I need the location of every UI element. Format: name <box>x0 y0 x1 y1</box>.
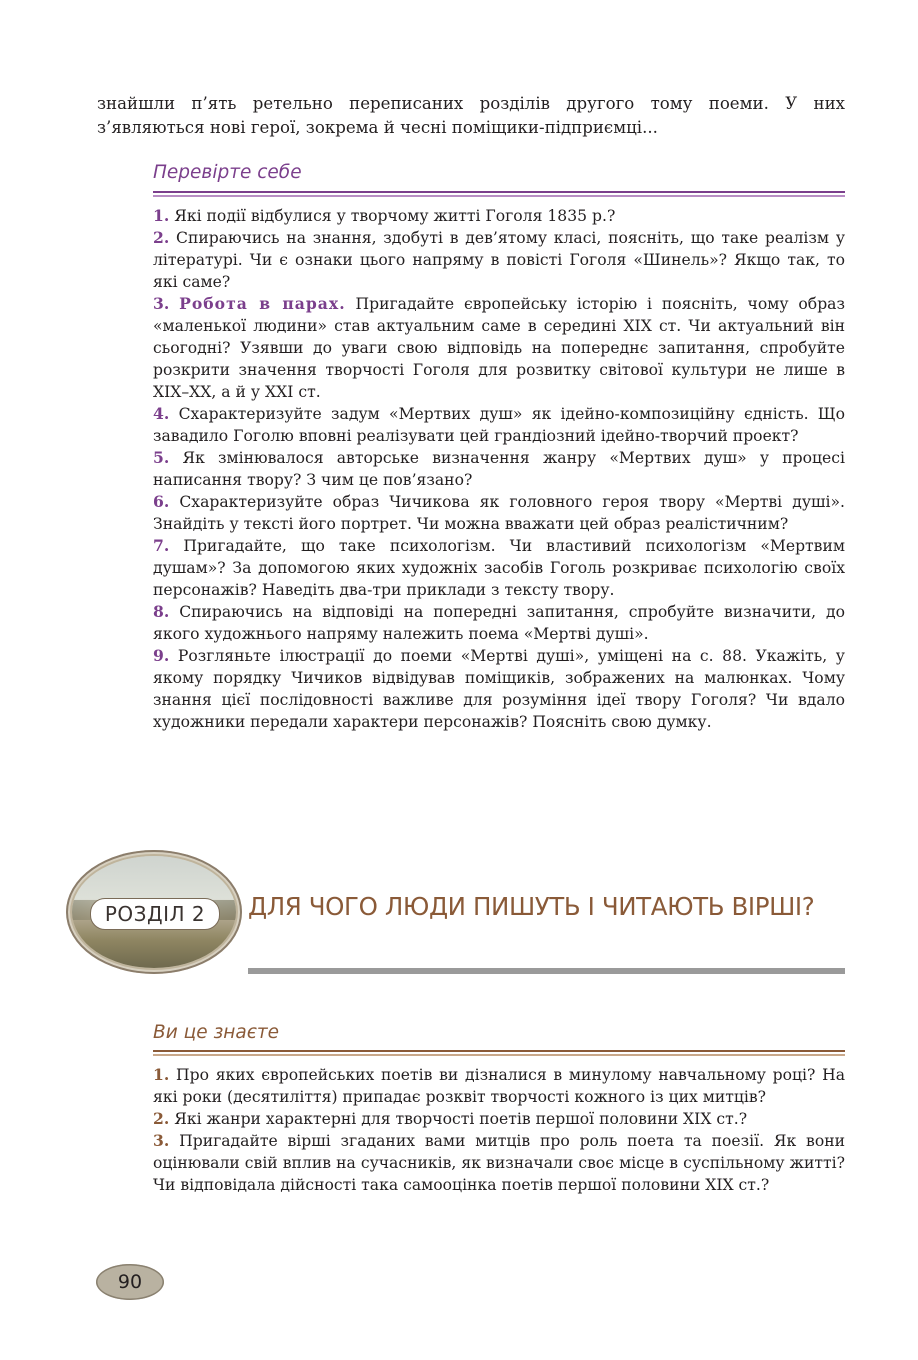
chapter-title: ДЛЯ ЧОГО ЛЮДИ ПИШУТЬ І ЧИТАЮТЬ ВІРШІ? <box>248 892 815 921</box>
list-item: 5. Як змінювалося авторське визначення жанру «Мертвих душ» у процесі написання твору? З чим це пов’язано? <box>153 448 845 489</box>
page-number: 90 <box>96 1264 164 1300</box>
you-know-heading: Ви це знаєте <box>153 1022 280 1043</box>
list-item: 8. Спираючись на відповіді на попередні запитання, спробуйте визначити, до якого художнього напряму належить поема «Мертві душі». <box>153 602 845 643</box>
chapter-emblem <box>66 850 242 974</box>
you-know-rule <box>153 1050 845 1056</box>
list-item: 7. Пригадайте, що таке психологізм. Чи властивий психологізм «Мертвим душам»? За допомогою яких художніх засобів Гоголь розкриває психологію своїх персонажів? Наведіть два-три приклади з тексту твору. <box>153 536 845 599</box>
check-yourself-list <box>153 205 845 733</box>
check-yourself-heading: Перевірте себе <box>153 162 302 183</box>
chapter-divider-bar <box>248 968 845 974</box>
list-item: 2. Які жанри характерні для творчості поетів першої половини ХІХ ст.? <box>153 1109 748 1128</box>
list-item: 3. Робота в парах. Пригадайте європейську історію і поясніть, чому образ «маленької людини» став актуальним саме в середині ХІХ ст. Чи актуальний він сьогодні? Узявши до уваги свою відповідь на попереднє запитання, спробуйте розкрити значення творчості Гоголя для розвитку світової культури не лише в ХІХ–ХХ, а й у ХХІ ст. <box>153 294 845 401</box>
intro-text: знайшли п’ять ретельно переписаних розділів другого тому поеми. У них з’являються нові герої, зокрема й чесні поміщики-підприємці... <box>97 94 845 137</box>
list-item: 4. Схарактеризуйте задум «Мертвих душ» як ідейно-композиційну єдність. Що завадило Гоголю вповні реалізувати цей грандіозний ідейно-творчий проект? <box>153 404 845 445</box>
chapter-label: РОЗДІЛ 2 <box>90 898 220 930</box>
list-item: 6. Схарактеризуйте образ Чичикова як головного героя твору «Мертві душі». Знайдіть у тексті його портрет. Чи можна вважати цей образ реалістичним? <box>153 492 845 533</box>
list-item: 1. Про яких європейських поетів ви дізналися в минулому навчальному році? На які роки (десятиліття) припадає розквіт творчості кожного із цих митців? <box>153 1065 845 1106</box>
list-item: 2. Спираючись на знання, здобуті в дев’ятому класі, поясніть, що таке реалізм у літературі. Чи є ознаки цього напряму в повісті Гоголя «Шинель»? Якщо так, то які саме? <box>153 228 845 291</box>
pair-work-label: Робота в парах. <box>179 294 346 313</box>
list-item: 3. Пригадайте вірші згаданих вами митців про роль поета та поезії. Як вони оцінювали свій вплив на сучасників, як визначали своє місце в суспільному житті? Чи відповідала дійсності така самооцінка поетів першої половини ХІХ ст.? <box>153 1131 845 1194</box>
list-item: 1. Які події відбулися у творчому житті Гоголя 1835 р.? <box>153 206 616 225</box>
intro-paragraph <box>97 92 845 140</box>
check-yourself-rule <box>153 191 845 197</box>
you-know-list <box>153 1064 845 1196</box>
list-item: 9. Розгляньте ілюстрації до поеми «Мертві душі», уміщені на с. 88. Укажіть, у якому порядку Чичиков відвідував поміщиків, зображених на малюнках. Чому знання цієї послідовності важливе для розуміння ідеї твору Гоголя? Чи вдало художники передали характери персонажів? Поясніть свою думку. <box>153 646 845 731</box>
